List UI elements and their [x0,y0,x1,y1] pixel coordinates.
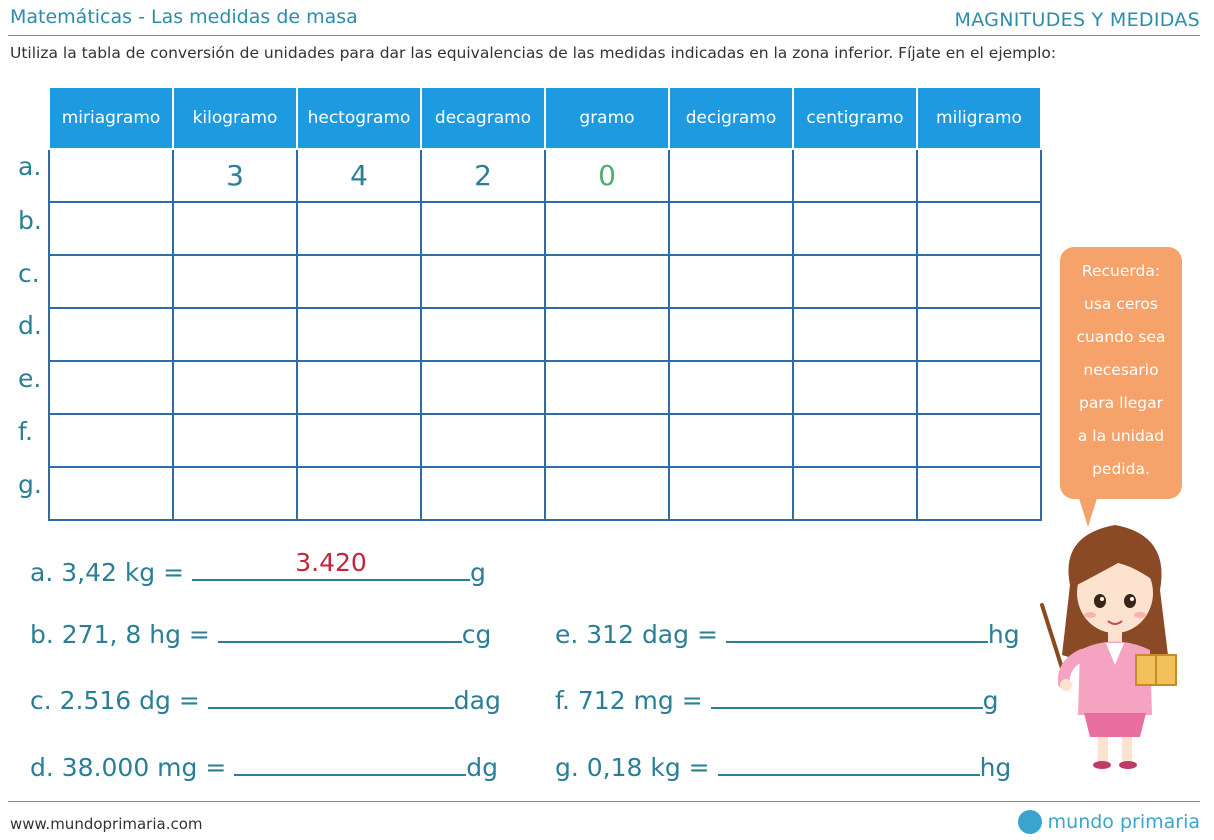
footer-url[interactable]: www.mundoprimaria.com [10,815,203,833]
row-label: c. [18,259,40,288]
reminder-line: cuando sea [1076,328,1166,346]
reminder-line: pedida. [1092,460,1150,478]
answer-blank[interactable] [711,681,983,709]
exercise-b [30,615,491,649]
section-title: MAGNITUDES Y MEDIDAS [954,9,1200,31]
table-cell[interactable] [917,308,1041,361]
column-header: gramo [545,87,669,149]
table-cell[interactable] [917,361,1041,414]
table-cell[interactable] [669,308,793,361]
table-cell[interactable] [669,467,793,520]
exercise-unit: dg [466,753,499,782]
answer-blank[interactable] [192,548,470,581]
mundo-primaria-logo [1018,810,1200,834]
table-cell[interactable] [669,414,793,467]
table-cell[interactable] [669,255,793,308]
answer-blank[interactable] [726,615,988,643]
header-divider [8,35,1200,36]
table-cell[interactable] [917,149,1041,202]
table-cell[interactable] [173,467,297,520]
table-header-row [49,87,1041,149]
table-cell[interactable] [421,467,545,520]
conversion-table [48,86,1042,521]
table-cell[interactable] [49,361,173,414]
table-cell[interactable] [545,308,669,361]
table-cell[interactable] [297,414,421,467]
column-header: decagramo [421,87,545,149]
exercise-unit: g [982,686,999,715]
exercise-prompt: b. 271, 8 hg = [30,620,210,649]
table-cell[interactable] [421,361,545,414]
reminder-bubble [1060,247,1182,499]
table-row [49,467,1041,520]
table-cell[interactable] [917,202,1041,255]
exercise-prompt: d. 38.000 mg = [30,753,227,782]
teacher-illustration [1040,515,1190,775]
row-label: e. [18,364,42,393]
reminder-line: a la unidad [1077,427,1165,445]
table-cell[interactable]: 0 [545,149,669,202]
table-cell[interactable] [793,308,917,361]
table-cell[interactable] [297,255,421,308]
answer-value: 3.420 [295,548,367,577]
exercise-unit: hg [987,620,1020,649]
row-label: a. [18,152,42,181]
exercise-unit: hg [979,753,1012,782]
table-cell[interactable] [669,149,793,202]
table-cell[interactable]: 2 [421,149,545,202]
table-cell[interactable] [49,149,173,202]
table-row [49,361,1041,414]
table-cell[interactable] [297,361,421,414]
exercise-unit: g [470,558,486,587]
logo-text: mundo primaria [1047,811,1200,833]
table-cell[interactable] [173,308,297,361]
table-cell[interactable]: 4 [297,149,421,202]
table-cell[interactable] [421,308,545,361]
table-cell[interactable] [917,255,1041,308]
answer-blank[interactable] [234,748,466,776]
exercise-prompt: f. 712 mg = [555,686,703,715]
column-header: miriagramo [49,87,173,149]
row-label: d. [18,311,42,340]
table-cell[interactable] [793,414,917,467]
exercise-prompt: a. 3,42 kg = [30,558,185,587]
table-cell[interactable] [793,255,917,308]
table-cell[interactable] [545,467,669,520]
table-cell[interactable]: 3 [173,149,297,202]
table-cell[interactable] [421,414,545,467]
column-header: centigramo [793,87,917,149]
reminder-line: usa ceros [1084,295,1158,313]
table-cell[interactable] [793,361,917,414]
table-cell[interactable] [173,255,297,308]
table-cell[interactable] [173,414,297,467]
table-row [49,202,1041,255]
table-cell[interactable] [669,361,793,414]
exercise-prompt: g. 0,18 kg = [555,753,710,782]
exercise-unit: cg [461,620,492,649]
row-label: b. [18,206,42,235]
table-cell[interactable] [793,149,917,202]
table-cell[interactable] [793,467,917,520]
table-cell[interactable] [297,467,421,520]
answer-blank[interactable] [208,681,454,709]
table-cell[interactable] [793,202,917,255]
column-header: miligramo [917,87,1041,149]
column-header: kilogramo [173,87,297,149]
reminder-line: para llegar [1079,394,1163,412]
table-row [49,255,1041,308]
table-cell[interactable] [545,255,669,308]
table-cell[interactable] [297,202,421,255]
table-row [49,149,1041,202]
instructions: Utiliza la tabla de conversión de unidades para dar las equivalencias de las medidas indicadas en la zona inferior. Fíjate en el ejemplo: [10,44,1057,62]
exercise-unit: dag [453,686,501,715]
column-header: decigramo [669,87,793,149]
exercise-f [555,681,998,715]
exercise-prompt: e. 312 dag = [555,620,718,649]
footer-divider [8,801,1200,802]
table-row [49,308,1041,361]
table-cell[interactable] [669,202,793,255]
table-cell[interactable] [49,414,173,467]
table-cell[interactable] [917,467,1041,520]
table-cell[interactable] [545,202,669,255]
table-cell[interactable] [49,467,173,520]
table-cell[interactable] [545,414,669,467]
row-label: f. [18,417,33,446]
globe-icon [1018,810,1042,834]
table-cell[interactable] [49,255,173,308]
table-cell[interactable] [173,361,297,414]
table-cell[interactable] [49,202,173,255]
table-cell[interactable] [917,414,1041,467]
exercise-e [555,615,1020,649]
table-cell[interactable] [49,308,173,361]
row-label: g. [18,470,42,499]
table-cell[interactable] [421,202,545,255]
exercise-g [555,748,1011,782]
exercise-d [30,748,498,782]
exercise-a [30,548,486,587]
table-cell[interactable] [173,202,297,255]
answer-blank[interactable] [218,615,462,643]
reminder-line: Recuerda: [1081,262,1161,280]
worksheet-title: Matemáticas - Las medidas de masa [10,6,358,28]
exercise-prompt: c. 2.516 dg = [30,686,200,715]
table-cell[interactable] [421,255,545,308]
table-row [49,414,1041,467]
answer-blank[interactable] [718,748,980,776]
table-cell[interactable] [545,361,669,414]
table-cell[interactable] [297,308,421,361]
exercise-c [30,681,501,715]
column-header: hectogramo [297,87,421,149]
reminder-line: necesario [1083,361,1159,379]
